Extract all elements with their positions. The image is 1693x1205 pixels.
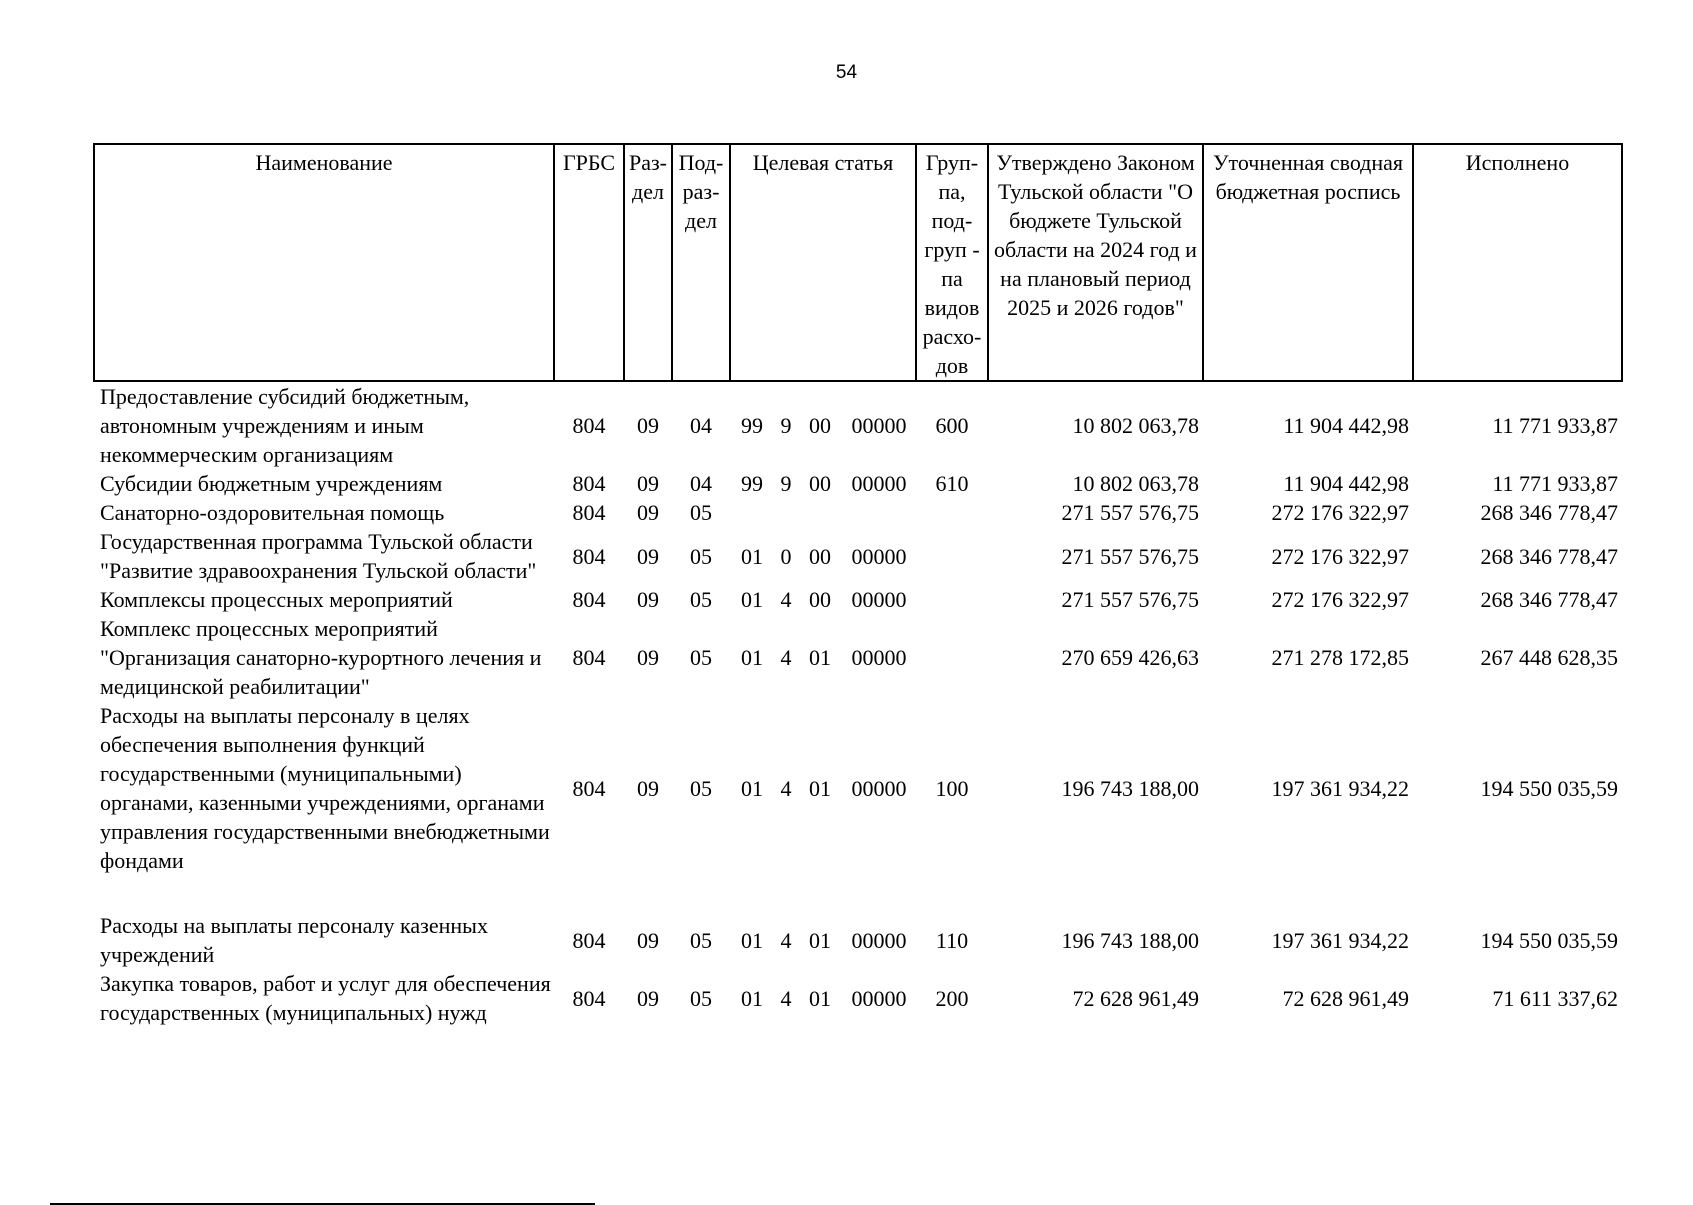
row-name: Санаторно-оздоровительная помощь <box>100 500 445 525</box>
row-approved: 10 802 063,78 <box>1072 471 1199 496</box>
row-podrazdel: 05 <box>690 775 712 801</box>
row-target-subprogram <box>774 498 798 527</box>
row-refined: 11 904 442,98 <box>1283 413 1409 438</box>
row-target-event: 01 <box>809 645 831 670</box>
header-refined: Уточненная сводная бюджетная роспись <box>1203 144 1413 381</box>
row-name: Субсидии бюджетным учреждениям <box>100 471 443 496</box>
row-name: Закупка товаров, работ и услуг для обеспечения государственных (муниципальных) нужд <box>100 971 551 1025</box>
row-approved: 196 743 188,00 <box>1061 775 1199 801</box>
row-target-program <box>730 498 774 527</box>
row-target-subprogram: 4 <box>780 645 792 670</box>
row-razdel: 09 <box>637 645 659 670</box>
row-executed: 11 771 933,87 <box>1492 471 1618 496</box>
row-razdel: 09 <box>637 413 659 438</box>
row-target-subprogram: 9 <box>780 471 792 496</box>
row-target-subprogram: 4 <box>780 775 792 801</box>
row-expense-group <box>916 498 988 527</box>
table-spacer-row <box>94 875 1622 911</box>
row-target-program: 01 <box>741 645 763 670</box>
row-podrazdel: 05 <box>690 587 712 612</box>
row-target-direction: 00000 <box>851 413 907 438</box>
row-expense-group <box>916 527 988 585</box>
row-target-program: 01 <box>741 927 763 953</box>
row-refined: 271 278 172,85 <box>1271 645 1409 670</box>
row-approved: 271 557 576,75 <box>1061 587 1199 612</box>
row-name: Комплексы процессных мероприятий <box>100 587 453 612</box>
row-target-direction: 00000 <box>851 985 907 1011</box>
row-approved: 10 802 063,78 <box>1072 413 1199 438</box>
row-target-subprogram: 4 <box>780 587 792 612</box>
table-header-row <box>94 144 1622 381</box>
header-approved: Утверждено Законом Тульской области "О бюджете Тульской области на 2024 год и на плановый период 2025 и 2026 годов" <box>988 144 1203 381</box>
row-refined: 272 176 322,97 <box>1271 587 1409 612</box>
spacer-cell <box>94 875 1622 911</box>
row-target-program: 01 <box>741 775 763 801</box>
row-razdel: 09 <box>637 500 659 525</box>
row-refined: 197 361 934,22 <box>1271 927 1409 953</box>
row-target-direction: 00000 <box>851 775 907 801</box>
row-target-direction: 00000 <box>851 927 907 953</box>
table-row <box>94 701 1622 875</box>
row-expense-group: 610 <box>935 471 969 496</box>
row-grbs: 804 <box>572 587 606 612</box>
row-name: Расходы на выплаты персоналу казенных учреждений <box>100 913 488 967</box>
row-approved: 270 659 426,63 <box>1061 645 1199 670</box>
row-podrazdel: 05 <box>690 543 712 569</box>
row-target-program: 01 <box>741 543 763 569</box>
row-name: Государственная программа Тульской области "Развитие здравоохранения Тульской области" <box>100 529 537 583</box>
row-refined: 197 361 934,22 <box>1271 775 1409 801</box>
row-target-subprogram: 9 <box>780 413 792 438</box>
row-target-program: 01 <box>741 587 763 612</box>
row-target-direction: 00000 <box>851 645 907 670</box>
header-podrazdel: Под-раз-дел <box>672 144 730 381</box>
row-grbs: 804 <box>572 927 606 953</box>
row-name: Предоставление субсидий бюджетным, автономным учреждениям и иным некоммерческим организациям <box>100 384 470 467</box>
row-razdel: 09 <box>637 471 659 496</box>
row-razdel: 09 <box>637 775 659 801</box>
row-refined: 272 176 322,97 <box>1271 500 1409 525</box>
table-row <box>94 527 1622 585</box>
row-grbs: 804 <box>572 645 606 670</box>
row-target-event: 01 <box>809 985 831 1011</box>
row-target-subprogram: 4 <box>780 985 792 1011</box>
row-target-direction <box>842 498 916 527</box>
row-executed: 268 346 778,47 <box>1480 500 1618 525</box>
row-expense-group: 200 <box>935 985 969 1011</box>
row-target-event: 01 <box>809 775 831 801</box>
row-expense-group: 600 <box>935 413 969 438</box>
row-refined: 272 176 322,97 <box>1271 543 1409 569</box>
row-expense-group <box>916 614 988 701</box>
table-row <box>94 969 1622 1027</box>
row-executed: 11 771 933,87 <box>1492 413 1618 438</box>
row-target-event: 00 <box>809 543 831 569</box>
row-executed: 194 550 035,59 <box>1480 927 1618 953</box>
table-row <box>94 381 1622 469</box>
row-grbs: 804 <box>572 471 606 496</box>
row-razdel: 09 <box>637 927 659 953</box>
table-row <box>94 614 1622 701</box>
row-expense-group <box>916 585 988 614</box>
row-approved: 271 557 576,75 <box>1061 500 1199 525</box>
row-approved: 196 743 188,00 <box>1061 927 1199 953</box>
header-executed: Исполнено <box>1413 144 1622 381</box>
row-razdel: 09 <box>637 985 659 1011</box>
header-target: Целевая статья <box>730 144 916 381</box>
row-podrazdel: 04 <box>690 413 712 438</box>
row-target-event <box>798 498 842 527</box>
header-razdel: Раз-дел <box>624 144 672 381</box>
table-row <box>94 585 1622 614</box>
header-name: Наименование <box>94 144 554 381</box>
row-grbs: 804 <box>572 775 606 801</box>
header-grbs: ГРБС <box>554 144 624 381</box>
row-approved: 271 557 576,75 <box>1061 543 1199 569</box>
row-podrazdel: 05 <box>690 645 712 670</box>
row-podrazdel: 05 <box>690 927 712 953</box>
row-executed: 194 550 035,59 <box>1480 775 1618 801</box>
row-grbs: 804 <box>572 500 606 525</box>
budget-table <box>93 143 1623 1027</box>
row-executed: 267 448 628,35 <box>1480 645 1618 670</box>
row-podrazdel: 05 <box>690 985 712 1011</box>
row-grbs: 804 <box>572 543 606 569</box>
row-target-program: 99 <box>741 413 763 438</box>
table-row <box>94 498 1622 527</box>
row-target-direction: 00000 <box>851 543 907 569</box>
row-razdel: 09 <box>637 543 659 569</box>
header-group: Груп-па, под-груп - па видов расхо-дов <box>916 144 988 381</box>
row-grbs: 804 <box>572 985 606 1011</box>
table-row <box>94 911 1622 969</box>
row-target-event: 00 <box>809 471 831 496</box>
row-target-subprogram: 4 <box>780 927 792 953</box>
row-expense-group: 110 <box>935 927 969 953</box>
row-expense-group: 100 <box>935 775 969 801</box>
row-podrazdel: 05 <box>690 500 712 525</box>
row-target-event: 01 <box>809 927 831 953</box>
row-target-event: 00 <box>809 413 831 438</box>
row-razdel: 09 <box>637 587 659 612</box>
row-name: Комплекс процессных мероприятий "Организация санаторно-курортного лечения и медицинской реабилитации" <box>100 616 542 699</box>
row-podrazdel: 04 <box>690 471 712 496</box>
row-executed: 268 346 778,47 <box>1480 543 1618 569</box>
row-target-direction: 00000 <box>851 471 907 496</box>
row-executed: 71 611 337,62 <box>1492 985 1618 1011</box>
row-executed: 268 346 778,47 <box>1480 587 1618 612</box>
row-target-program: 01 <box>741 985 763 1011</box>
row-refined: 11 904 442,98 <box>1283 471 1409 496</box>
row-target-event: 00 <box>809 587 831 612</box>
table-row <box>94 469 1622 498</box>
row-refined: 72 628 961,49 <box>1282 985 1409 1011</box>
row-approved: 72 628 961,49 <box>1072 985 1199 1011</box>
row-grbs: 804 <box>572 413 606 438</box>
row-target-direction: 00000 <box>851 587 907 612</box>
row-target-program: 99 <box>741 471 763 496</box>
row-name: Расходы на выплаты персоналу в целях обеспечения выполнения функций государственными (муниципальными) органами, казенными учреждениями, органами управления государственными внебюджетными фондами <box>100 703 550 873</box>
page-number: 54 <box>835 62 858 83</box>
row-target-subprogram: 0 <box>780 543 792 569</box>
